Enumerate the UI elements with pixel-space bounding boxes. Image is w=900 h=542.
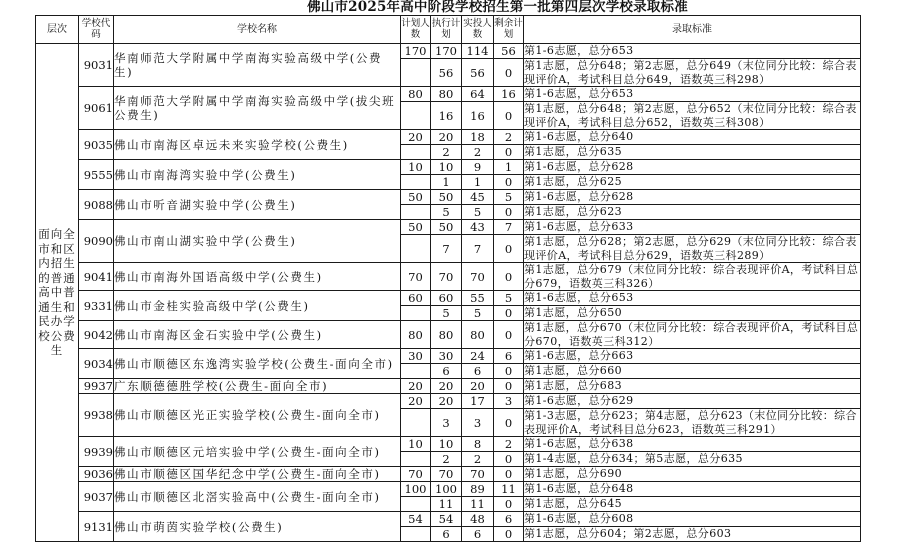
admission-standard: 第1志愿，总分635	[524, 145, 861, 160]
plan-count: 20	[401, 394, 431, 409]
actual-count: 80	[462, 321, 494, 349]
remain-plan: 0	[494, 102, 524, 130]
header-row	[36, 16, 861, 44]
admission-standard: 第1志愿，总分625	[524, 175, 861, 190]
admission-standard: 第1-6志愿，总分638	[524, 437, 861, 452]
admission-standard: 第1志愿，总分690	[524, 467, 861, 482]
exec-plan: 3	[431, 409, 462, 437]
plan-count: 170	[401, 44, 431, 59]
remain-plan: 2	[494, 130, 524, 145]
admission-standard: 第1-6志愿，总分663	[524, 349, 861, 364]
exec-plan: 20	[431, 130, 462, 145]
table-row	[36, 190, 861, 205]
header-code: 学校代码	[79, 16, 114, 44]
actual-count: 48	[462, 512, 494, 527]
table-row	[36, 437, 861, 452]
header-level: 层次	[36, 16, 79, 44]
exec-plan: 50	[431, 190, 462, 205]
remain-plan: 6	[494, 349, 524, 364]
remain-plan: 0	[494, 452, 524, 467]
plan-count	[401, 409, 431, 437]
plan-count: 80	[401, 321, 431, 349]
school-code: 9035	[79, 130, 114, 160]
exec-plan: 54	[431, 512, 462, 527]
category-cell: 面向全市和区内招生的普通高中普通生和民办学校公费生	[36, 44, 79, 542]
school-code: 9031	[79, 44, 114, 87]
header-name: 学校名称	[114, 16, 401, 44]
school-code: 9034	[79, 349, 114, 379]
table-row	[36, 220, 861, 235]
remain-plan: 56	[494, 44, 524, 59]
table-row	[36, 130, 861, 145]
actual-count: 7	[462, 235, 494, 263]
actual-count: 70	[462, 263, 494, 291]
admission-standard: 第1志愿，总分650	[524, 306, 861, 321]
admission-standard: 第1-6志愿，总分648	[524, 482, 861, 497]
remain-plan: 0	[494, 145, 524, 160]
header-plan: 计划人数	[401, 16, 431, 44]
admission-standard: 第1-6志愿，总分628	[524, 190, 861, 205]
school-code: 9937	[79, 379, 114, 394]
admission-standard: 第1志愿，总分648；第2志愿，总分649（末位同分比较：综合表现评价A，考试科目总分649，语数英三科298）	[524, 59, 861, 87]
remain-plan: 0	[494, 527, 524, 542]
actual-count: 6	[462, 364, 494, 379]
plan-count	[401, 306, 431, 321]
table-row	[36, 263, 861, 291]
admission-standards-table	[35, 15, 861, 542]
plan-count: 50	[401, 220, 431, 235]
exec-plan: 20	[431, 394, 462, 409]
plan-count: 20	[401, 379, 431, 394]
table-row	[36, 44, 861, 59]
school-name: 佛山市顺德区元培实验中学(公费生-面向全市)	[114, 437, 401, 467]
plan-count	[401, 527, 431, 542]
school-code: 9036	[79, 467, 114, 482]
school-code: 9555	[79, 160, 114, 190]
remain-plan: 1	[494, 160, 524, 175]
table-row	[36, 394, 861, 409]
exec-plan: 56	[431, 59, 462, 87]
exec-plan: 2	[431, 452, 462, 467]
remain-plan: 0	[494, 59, 524, 87]
actual-count: 89	[462, 482, 494, 497]
remain-plan: 0	[494, 379, 524, 394]
school-code: 9042	[79, 321, 114, 349]
school-name: 佛山市听音湖实验中学(公费生)	[114, 190, 401, 220]
school-code: 9331	[79, 291, 114, 321]
exec-plan: 10	[431, 437, 462, 452]
remain-plan: 3	[494, 394, 524, 409]
school-code: 9939	[79, 437, 114, 467]
school-code: 9131	[79, 512, 114, 542]
school-name: 佛山市顺德区东逸湾实验学校(公费生-面向全市)	[114, 349, 401, 379]
header-actual: 实投人数	[462, 16, 494, 44]
exec-plan: 100	[431, 482, 462, 497]
remain-plan: 11	[494, 482, 524, 497]
plan-count	[401, 205, 431, 220]
table-row	[36, 467, 861, 482]
actual-count: 43	[462, 220, 494, 235]
actual-count: 114	[462, 44, 494, 59]
admission-standard: 第1志愿，总分623	[524, 205, 861, 220]
exec-plan: 80	[431, 87, 462, 102]
plan-count: 10	[401, 160, 431, 175]
plan-count	[401, 102, 431, 130]
table-body	[36, 44, 861, 542]
school-code: 9037	[79, 482, 114, 512]
table-row	[36, 291, 861, 306]
admission-standard: 第1志愿，总分628；第2志愿，总分629（末位同分比较：综合表现评价A，考试科目总分629，语数英三科289）	[524, 235, 861, 263]
exec-plan: 10	[431, 160, 462, 175]
exec-plan: 60	[431, 291, 462, 306]
actual-count: 5	[462, 306, 494, 321]
school-name: 佛山市南山湖实验中学(公费生)	[114, 220, 401, 263]
school-name: 佛山市南海湾实验中学(公费生)	[114, 160, 401, 190]
admission-standard: 第1志愿，总分679（末位同分比较：综合表现评价A，考试科目总分679，语数英三科326）	[524, 263, 861, 291]
actual-count: 17	[462, 394, 494, 409]
school-name: 佛山市金桂实验高级中学(公费生)	[114, 291, 401, 321]
table-row	[36, 379, 861, 394]
admission-standard: 第1-6志愿，总分653	[524, 87, 861, 102]
remain-plan: 16	[494, 87, 524, 102]
header-exec: 执行计划	[431, 16, 462, 44]
school-name: 佛山市南海区卓远未来实验学校(公费生)	[114, 130, 401, 160]
plan-count: 60	[401, 291, 431, 306]
plan-count: 70	[401, 467, 431, 482]
plan-count	[401, 59, 431, 87]
school-name: 佛山市顺德区光正实验学校(公费生-面向全市)	[114, 394, 401, 437]
school-name: 华南师范大学附属中学南海实验高级中学(公费生)	[114, 44, 401, 87]
table-row	[36, 512, 861, 527]
actual-count: 18	[462, 130, 494, 145]
admission-standard: 第1志愿，总分648；第2志愿，总分652（末位同分比较：综合表现评价A，考试科目总分652，语数英三科308）	[524, 102, 861, 130]
school-name: 佛山市萌茵实验学校(公费生)	[114, 512, 401, 542]
exec-plan: 6	[431, 364, 462, 379]
plan-count	[401, 497, 431, 512]
table-row	[36, 321, 861, 349]
actual-count: 20	[462, 379, 494, 394]
admission-standard: 第1志愿，总分683	[524, 379, 861, 394]
exec-plan: 5	[431, 205, 462, 220]
admission-standard: 第1-6志愿，总分629	[524, 394, 861, 409]
table-row	[36, 482, 861, 497]
actual-count: 11	[462, 497, 494, 512]
actual-count: 70	[462, 467, 494, 482]
remain-plan: 0	[494, 175, 524, 190]
exec-plan: 6	[431, 527, 462, 542]
actual-count: 5	[462, 205, 494, 220]
table-row	[36, 87, 861, 102]
school-code: 9938	[79, 394, 114, 437]
remain-plan: 0	[494, 205, 524, 220]
remain-plan: 5	[494, 190, 524, 205]
actual-count: 2	[462, 145, 494, 160]
admission-standard: 第1志愿，总分670（末位同分比较：综合表现评价A，考试科目总分670，语数英三科312）	[524, 321, 861, 349]
admission-standard: 第1-4志愿，总分634；第5志愿，总分635	[524, 452, 861, 467]
admission-standard: 第1志愿，总分645	[524, 497, 861, 512]
school-name: 华南师范大学附属中学南海实验高级中学(拔尖班公费生)	[114, 87, 401, 130]
remain-plan: 0	[494, 321, 524, 349]
plan-count	[401, 452, 431, 467]
header-remain: 剩余计划	[494, 16, 524, 44]
remain-plan: 0	[494, 263, 524, 291]
exec-plan: 16	[431, 102, 462, 130]
plan-count	[401, 235, 431, 263]
header-standard: 录取标准	[524, 16, 861, 44]
remain-plan: 0	[494, 235, 524, 263]
plan-count: 10	[401, 437, 431, 452]
exec-plan: 80	[431, 321, 462, 349]
school-code: 9088	[79, 190, 114, 220]
school-name: 广东顺德德胜学校(公费生-面向全市)	[114, 379, 401, 394]
exec-plan: 50	[431, 220, 462, 235]
remain-plan: 6	[494, 512, 524, 527]
plan-count: 20	[401, 130, 431, 145]
actual-count: 8	[462, 437, 494, 452]
exec-plan: 5	[431, 306, 462, 321]
plan-count: 80	[401, 87, 431, 102]
plan-count	[401, 145, 431, 160]
admission-standard: 第1-6志愿，总分628	[524, 160, 861, 175]
remain-plan: 0	[494, 497, 524, 512]
actual-count: 45	[462, 190, 494, 205]
remain-plan: 0	[494, 467, 524, 482]
school-name: 佛山市南海外国语高级中学(公费生)	[114, 263, 401, 291]
exec-plan: 70	[431, 263, 462, 291]
admission-standard: 第1志愿，总分604；第2志愿，总分603	[524, 527, 861, 542]
exec-plan: 7	[431, 235, 462, 263]
admission-standard: 第1-6志愿，总分640	[524, 130, 861, 145]
admission-standard: 第1-6志愿，总分653	[524, 44, 861, 59]
admission-standard: 第1-3志愿，总分623；第4志愿，总分623（末位同分比较：综合表现评价A，考试科目总分623，语数英三科291）	[524, 409, 861, 437]
plan-count: 70	[401, 263, 431, 291]
school-code: 9061	[79, 87, 114, 130]
exec-plan: 1	[431, 175, 462, 190]
actual-count: 6	[462, 527, 494, 542]
actual-count: 16	[462, 102, 494, 130]
actual-count: 64	[462, 87, 494, 102]
actual-count: 2	[462, 452, 494, 467]
document-title: 佛山市2025年高中阶段学校招生第一批第四层次学校录取标准	[307, 0, 688, 15]
remain-plan: 7	[494, 220, 524, 235]
exec-plan: 170	[431, 44, 462, 59]
actual-count: 56	[462, 59, 494, 87]
actual-count: 1	[462, 175, 494, 190]
exec-plan: 70	[431, 467, 462, 482]
admission-standard: 第1-6志愿，总分653	[524, 291, 861, 306]
remain-plan: 2	[494, 437, 524, 452]
table-row	[36, 349, 861, 364]
actual-count: 3	[462, 409, 494, 437]
remain-plan: 5	[494, 291, 524, 306]
exec-plan: 30	[431, 349, 462, 364]
exec-plan: 20	[431, 379, 462, 394]
plan-count: 50	[401, 190, 431, 205]
school-code: 9041	[79, 263, 114, 291]
school-name: 佛山市顺德区北滘实验高中(公费生-面向全市)	[114, 482, 401, 512]
admission-standard: 第1-6志愿，总分633	[524, 220, 861, 235]
plan-count: 30	[401, 349, 431, 364]
remain-plan: 0	[494, 409, 524, 437]
plan-count: 54	[401, 512, 431, 527]
school-name: 佛山市顺德区国华纪念中学(公费生-面向全市)	[114, 467, 401, 482]
plan-count: 100	[401, 482, 431, 497]
plan-count	[401, 175, 431, 190]
actual-count: 55	[462, 291, 494, 306]
school-code: 9090	[79, 220, 114, 263]
admission-standard: 第1-6志愿，总分608	[524, 512, 861, 527]
plan-count	[401, 364, 431, 379]
school-name: 佛山市南海区金石实验中学(公费生)	[114, 321, 401, 349]
remain-plan: 0	[494, 364, 524, 379]
exec-plan: 11	[431, 497, 462, 512]
remain-plan: 0	[494, 306, 524, 321]
exec-plan: 2	[431, 145, 462, 160]
table-row	[36, 160, 861, 175]
actual-count: 9	[462, 160, 494, 175]
admission-standard: 第1志愿，总分660	[524, 364, 861, 379]
actual-count: 24	[462, 349, 494, 364]
